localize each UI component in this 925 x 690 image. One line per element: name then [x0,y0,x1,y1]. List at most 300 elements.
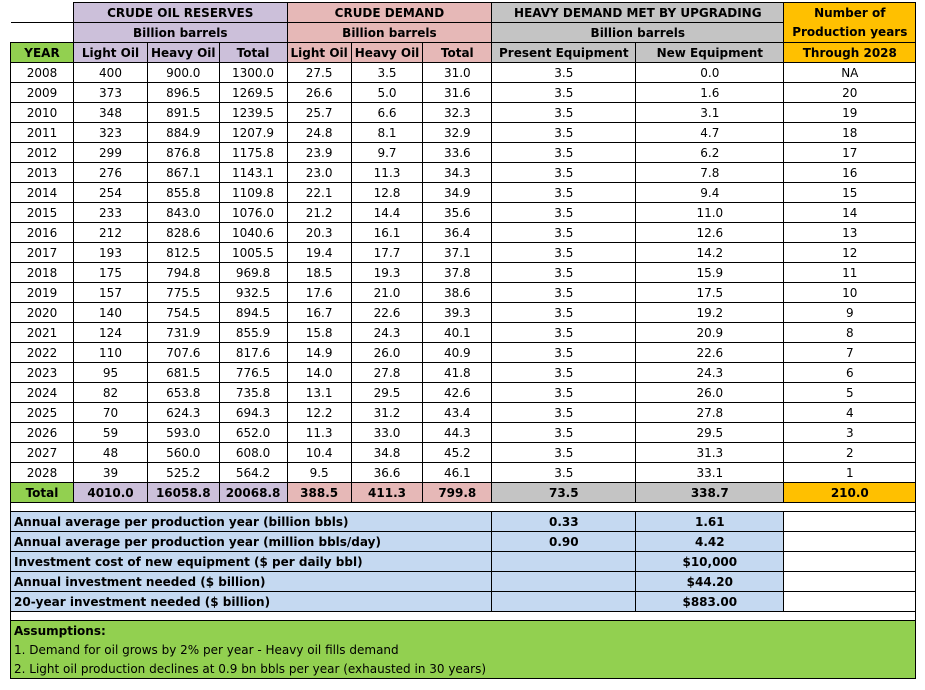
cell-reserves-heavy: 855.8 [148,183,220,203]
total-new-equipment: 338.7 [636,483,784,503]
table-row [11,103,916,123]
cell-demand-light: 25.7 [287,103,351,123]
cell-new-equipment: 1.6 [636,83,784,103]
summary-row [11,572,916,592]
col-year: YEAR [11,43,74,63]
table-row [11,143,916,163]
cell-reserves-light: 140 [74,303,148,323]
table-row [11,363,916,383]
assumptions-title: Assumptions: [11,621,916,641]
cell-demand-heavy: 17.7 [351,243,423,263]
cell-new-equipment: 19.2 [636,303,784,323]
summary-new: 1.61 [636,512,784,532]
cell-demand-total: 33.6 [423,143,492,163]
cell-demand-heavy: 34.8 [351,443,423,463]
cell-reserves-light: 82 [74,383,148,403]
cell-demand-total: 40.1 [423,323,492,343]
cell-reserves-light: 48 [74,443,148,463]
table-row [11,423,916,443]
assumptions-title-row [11,621,916,641]
cell-production-years: 8 [784,323,916,343]
assumption-row [11,659,916,679]
cell-reserves-total: 894.5 [219,303,287,323]
cell-demand-light: 19.4 [287,243,351,263]
cell-new-equipment: 7.8 [636,163,784,183]
table-row [11,183,916,203]
table-row [11,203,916,223]
cell-demand-heavy: 14.4 [351,203,423,223]
spacer-cell [11,612,916,621]
cell-reserves-heavy: 891.5 [148,103,220,123]
spacer-row [11,612,916,621]
total-year: Total [11,483,74,503]
cell-production-years: 19 [784,103,916,123]
cell-demand-total: 38.6 [423,283,492,303]
upgrading-header: HEAVY DEMAND MET BY UPGRADING [492,3,784,23]
cell-demand-heavy: 24.3 [351,323,423,343]
cell-present-equipment: 3.5 [492,223,636,243]
cell-new-equipment: 14.2 [636,243,784,263]
cell-reserves-total: 1005.5 [219,243,287,263]
cell-new-equipment: 24.3 [636,363,784,383]
cell-year: 2028 [11,463,74,483]
cell-present-equipment: 3.5 [492,143,636,163]
table-row [11,443,916,463]
table-row [11,83,916,103]
cell-year: 2011 [11,123,74,143]
col-reserves-total: Total [219,43,287,63]
cell-demand-total: 41.8 [423,363,492,383]
cell-demand-heavy: 12.8 [351,183,423,203]
summary-label: 20-year investment needed ($ billion) [11,592,492,612]
cell-production-years: NA [784,63,916,83]
cell-demand-light: 10.4 [287,443,351,463]
years-header-line3: Through 2028 [784,43,916,63]
cell-demand-light: 17.6 [287,283,351,303]
cell-demand-total: 40.9 [423,343,492,363]
cell-demand-heavy: 9.7 [351,143,423,163]
cell-reserves-light: 276 [74,163,148,183]
cell-reserves-light: 110 [74,343,148,363]
cell-present-equipment: 3.5 [492,163,636,183]
cell-reserves-light: 70 [74,403,148,423]
cell-production-years: 11 [784,263,916,283]
cell-year: 2020 [11,303,74,323]
cell-present-equipment: 3.5 [492,103,636,123]
summary-row [11,552,916,572]
cell-new-equipment: 20.9 [636,323,784,343]
cell-demand-heavy: 29.5 [351,383,423,403]
cell-reserves-total: 1040.6 [219,223,287,243]
summary-empty [784,572,916,592]
cell-present-equipment: 3.5 [492,423,636,443]
cell-demand-heavy: 33.0 [351,423,423,443]
cell-demand-heavy: 11.3 [351,163,423,183]
cell-demand-total: 36.4 [423,223,492,243]
cell-reserves-heavy: 876.8 [148,143,220,163]
cell-demand-heavy: 8.1 [351,123,423,143]
cell-production-years: 1 [784,463,916,483]
summary-present [492,572,636,592]
table-row [11,243,916,263]
table-row [11,303,916,323]
cell-reserves-light: 323 [74,123,148,143]
summary-row [11,512,916,532]
cell-reserves-heavy: 884.9 [148,123,220,143]
cell-reserves-light: 59 [74,423,148,443]
cell-new-equipment: 11.0 [636,203,784,223]
col-reserves-light: Light Oil [74,43,148,63]
cell-demand-total: 46.1 [423,463,492,483]
cell-year: 2023 [11,363,74,383]
summary-label: Annual average per production year (billion bbls) [11,512,492,532]
table-row [11,343,916,363]
cell-demand-light: 14.0 [287,363,351,383]
cell-reserves-total: 776.5 [219,363,287,383]
totals-row [11,483,916,503]
cell-demand-total: 43.4 [423,403,492,423]
spacer-row [11,503,916,512]
table-row [11,323,916,343]
cell-production-years: 10 [784,283,916,303]
cell-year: 2016 [11,223,74,243]
demand-header: CRUDE DEMAND [287,3,492,23]
cell-demand-light: 27.5 [287,63,351,83]
cell-new-equipment: 9.4 [636,183,784,203]
table-row [11,223,916,243]
cell-new-equipment: 0.0 [636,63,784,83]
cell-demand-light: 15.8 [287,323,351,343]
table-row [11,263,916,283]
cell-reserves-total: 1207.9 [219,123,287,143]
cell-year: 2021 [11,323,74,343]
summary-label: Annual investment needed ($ billion) [11,572,492,592]
header-row-3 [11,43,916,63]
cell-reserves-total: 608.0 [219,443,287,463]
total-reserves-total: 20068.8 [219,483,287,503]
cell-demand-light: 13.1 [287,383,351,403]
cell-demand-heavy: 36.6 [351,463,423,483]
cell-reserves-light: 157 [74,283,148,303]
cell-reserves-heavy: 624.3 [148,403,220,423]
assumption-row [11,640,916,659]
summary-empty [784,512,916,532]
cell-production-years: 5 [784,383,916,403]
cell-demand-total: 34.9 [423,183,492,203]
cell-year: 2024 [11,383,74,403]
cell-new-equipment: 15.9 [636,263,784,283]
cell-demand-total: 32.9 [423,123,492,143]
cell-new-equipment: 17.5 [636,283,784,303]
cell-reserves-heavy: 653.8 [148,383,220,403]
cell-new-equipment: 26.0 [636,383,784,403]
cell-reserves-total: 817.6 [219,343,287,363]
summary-label: Annual average per production year (million bbls/day) [11,532,492,552]
cell-reserves-total: 735.8 [219,383,287,403]
total-production-years: 210.0 [784,483,916,503]
cell-demand-light: 11.3 [287,423,351,443]
cell-demand-heavy: 22.6 [351,303,423,323]
total-reserves-heavy: 16058.8 [148,483,220,503]
cell-reserves-heavy: 775.5 [148,283,220,303]
cell-reserves-total: 855.9 [219,323,287,343]
cell-reserves-heavy: 896.5 [148,83,220,103]
summary-new: $44.20 [636,572,784,592]
cell-production-years: 3 [784,423,916,443]
col-demand-light: Light Oil [287,43,351,63]
cell-demand-total: 42.6 [423,383,492,403]
cell-present-equipment: 3.5 [492,343,636,363]
cell-production-years: 13 [784,223,916,243]
cell-reserves-total: 652.0 [219,423,287,443]
cell-reserves-light: 400 [74,63,148,83]
reserves-header: CRUDE OIL RESERVES [74,3,288,23]
col-present-equipment: Present Equipment [492,43,636,63]
summary-label: Investment cost of new equipment ($ per daily bbl) [11,552,492,572]
cell-new-equipment: 22.6 [636,343,784,363]
total-demand-total: 799.8 [423,483,492,503]
cell-demand-light: 21.2 [287,203,351,223]
cell-year: 2022 [11,343,74,363]
cell-present-equipment: 3.5 [492,403,636,423]
cell-demand-total: 35.6 [423,203,492,223]
col-reserves-heavy: Heavy Oil [148,43,220,63]
cell-reserves-heavy: 754.5 [148,303,220,323]
cell-reserves-heavy: 560.0 [148,443,220,463]
col-new-equipment: New Equipment [636,43,784,63]
summary-new: $883.00 [636,592,784,612]
cell-demand-total: 45.2 [423,443,492,463]
header-row-1 [11,3,916,23]
cell-new-equipment: 29.5 [636,423,784,443]
cell-present-equipment: 3.5 [492,123,636,143]
cell-reserves-heavy: 731.9 [148,323,220,343]
cell-production-years: 4 [784,403,916,423]
table-row [11,403,916,423]
table-row [11,63,916,83]
cell-reserves-heavy: 900.0 [148,63,220,83]
cell-year: 2017 [11,243,74,263]
summary-row [11,592,916,612]
cell-year: 2018 [11,263,74,283]
total-demand-heavy: 411.3 [351,483,423,503]
cell-demand-light: 24.8 [287,123,351,143]
cell-reserves-total: 969.8 [219,263,287,283]
cell-production-years: 17 [784,143,916,163]
cell-production-years: 9 [784,303,916,323]
cell-new-equipment: 3.1 [636,103,784,123]
cell-reserves-total: 1109.8 [219,183,287,203]
cell-present-equipment: 3.5 [492,243,636,263]
assumption-item: 2. Light oil production declines at 0.9 bn bbls per year (exhausted in 30 years) [11,659,916,679]
cell-reserves-heavy: 812.5 [148,243,220,263]
cell-demand-heavy: 31.2 [351,403,423,423]
cell-production-years: 16 [784,163,916,183]
table-row [11,463,916,483]
summary-new: $10,000 [636,552,784,572]
cell-present-equipment: 3.5 [492,183,636,203]
reserves-units: Billion barrels [74,23,288,43]
table-row [11,383,916,403]
cell-present-equipment: 3.5 [492,83,636,103]
cell-year: 2015 [11,203,74,223]
blank-corner-2 [11,23,74,43]
cell-present-equipment: 3.5 [492,323,636,343]
spacer-cell [11,503,916,512]
cell-present-equipment: 3.5 [492,63,636,83]
cell-reserves-light: 39 [74,463,148,483]
cell-demand-heavy: 6.6 [351,103,423,123]
cell-production-years: 7 [784,343,916,363]
table-row [11,123,916,143]
cell-present-equipment: 3.5 [492,383,636,403]
cell-production-years: 2 [784,443,916,463]
years-header-line1: Number of [784,3,916,23]
cell-reserves-heavy: 707.6 [148,343,220,363]
cell-demand-total: 37.1 [423,243,492,263]
cell-demand-heavy: 3.5 [351,63,423,83]
cell-reserves-light: 348 [74,103,148,123]
table-row [11,163,916,183]
cell-production-years: 18 [784,123,916,143]
cell-present-equipment: 3.5 [492,263,636,283]
cell-reserves-heavy: 593.0 [148,423,220,443]
demand-units: Billion barrels [287,23,492,43]
cell-demand-total: 39.3 [423,303,492,323]
cell-reserves-heavy: 828.6 [148,223,220,243]
cell-reserves-heavy: 794.8 [148,263,220,283]
summary-present [492,592,636,612]
cell-year: 2010 [11,103,74,123]
cell-reserves-heavy: 525.2 [148,463,220,483]
summary-empty [784,592,916,612]
cell-reserves-total: 932.5 [219,283,287,303]
cell-demand-total: 34.3 [423,163,492,183]
cell-demand-heavy: 16.1 [351,223,423,243]
cell-reserves-light: 193 [74,243,148,263]
upgrading-units: Billion barrels [492,23,784,43]
cell-new-equipment: 27.8 [636,403,784,423]
cell-present-equipment: 3.5 [492,283,636,303]
cell-demand-heavy: 27.8 [351,363,423,383]
blank-corner [11,3,74,23]
cell-reserves-light: 299 [74,143,148,163]
cell-demand-heavy: 5.0 [351,83,423,103]
years-header-line2: Production years [784,23,916,43]
summary-row [11,532,916,552]
cell-new-equipment: 33.1 [636,463,784,483]
cell-reserves-total: 564.2 [219,463,287,483]
cell-demand-heavy: 26.0 [351,343,423,363]
cell-new-equipment: 31.3 [636,443,784,463]
summary-present [492,552,636,572]
cell-present-equipment: 3.5 [492,463,636,483]
cell-demand-total: 37.8 [423,263,492,283]
cell-year: 2008 [11,63,74,83]
cell-demand-total: 44.3 [423,423,492,443]
cell-production-years: 12 [784,243,916,263]
cell-new-equipment: 4.7 [636,123,784,143]
header-row-2 [11,23,916,43]
oil-reserves-table [10,2,916,679]
cell-demand-heavy: 19.3 [351,263,423,283]
cell-year: 2026 [11,423,74,443]
cell-demand-light: 26.6 [287,83,351,103]
cell-demand-light: 23.9 [287,143,351,163]
assumption-item: 1. Demand for oil grows by 2% per year - Heavy oil fills demand [11,640,916,659]
cell-reserves-total: 1239.5 [219,103,287,123]
total-present-equipment: 73.5 [492,483,636,503]
cell-reserves-total: 1300.0 [219,63,287,83]
total-reserves-light: 4010.0 [74,483,148,503]
cell-demand-light: 14.9 [287,343,351,363]
cell-demand-light: 20.3 [287,223,351,243]
cell-present-equipment: 3.5 [492,443,636,463]
cell-reserves-total: 1143.1 [219,163,287,183]
cell-production-years: 20 [784,83,916,103]
cell-present-equipment: 3.5 [492,303,636,323]
cell-demand-heavy: 21.0 [351,283,423,303]
cell-production-years: 6 [784,363,916,383]
cell-present-equipment: 3.5 [492,203,636,223]
cell-reserves-total: 1175.8 [219,143,287,163]
summary-empty [784,532,916,552]
cell-reserves-heavy: 843.0 [148,203,220,223]
cell-reserves-light: 95 [74,363,148,383]
cell-reserves-total: 1076.0 [219,203,287,223]
cell-year: 2009 [11,83,74,103]
total-demand-light: 388.5 [287,483,351,503]
cell-production-years: 14 [784,203,916,223]
cell-reserves-light: 373 [74,83,148,103]
cell-present-equipment: 3.5 [492,363,636,383]
cell-demand-light: 12.2 [287,403,351,423]
cell-production-years: 15 [784,183,916,203]
cell-reserves-total: 1269.5 [219,83,287,103]
cell-new-equipment: 6.2 [636,143,784,163]
cell-year: 2019 [11,283,74,303]
cell-demand-total: 32.3 [423,103,492,123]
cell-reserves-heavy: 867.1 [148,163,220,183]
cell-year: 2014 [11,183,74,203]
cell-demand-light: 22.1 [287,183,351,203]
cell-year: 2025 [11,403,74,423]
cell-demand-light: 16.7 [287,303,351,323]
cell-year: 2027 [11,443,74,463]
cell-reserves-light: 175 [74,263,148,283]
cell-reserves-light: 254 [74,183,148,203]
cell-year: 2013 [11,163,74,183]
cell-demand-total: 31.6 [423,83,492,103]
cell-reserves-light: 233 [74,203,148,223]
cell-demand-light: 18.5 [287,263,351,283]
cell-demand-light: 23.0 [287,163,351,183]
summary-new: 4.42 [636,532,784,552]
summary-present: 0.90 [492,532,636,552]
table-row [11,283,916,303]
summary-present: 0.33 [492,512,636,532]
cell-new-equipment: 12.6 [636,223,784,243]
cell-demand-light: 9.5 [287,463,351,483]
cell-reserves-light: 124 [74,323,148,343]
summary-empty [784,552,916,572]
cell-year: 2012 [11,143,74,163]
col-demand-heavy: Heavy Oil [351,43,423,63]
cell-reserves-heavy: 681.5 [148,363,220,383]
col-demand-total: Total [423,43,492,63]
cell-demand-total: 31.0 [423,63,492,83]
cell-reserves-light: 212 [74,223,148,243]
